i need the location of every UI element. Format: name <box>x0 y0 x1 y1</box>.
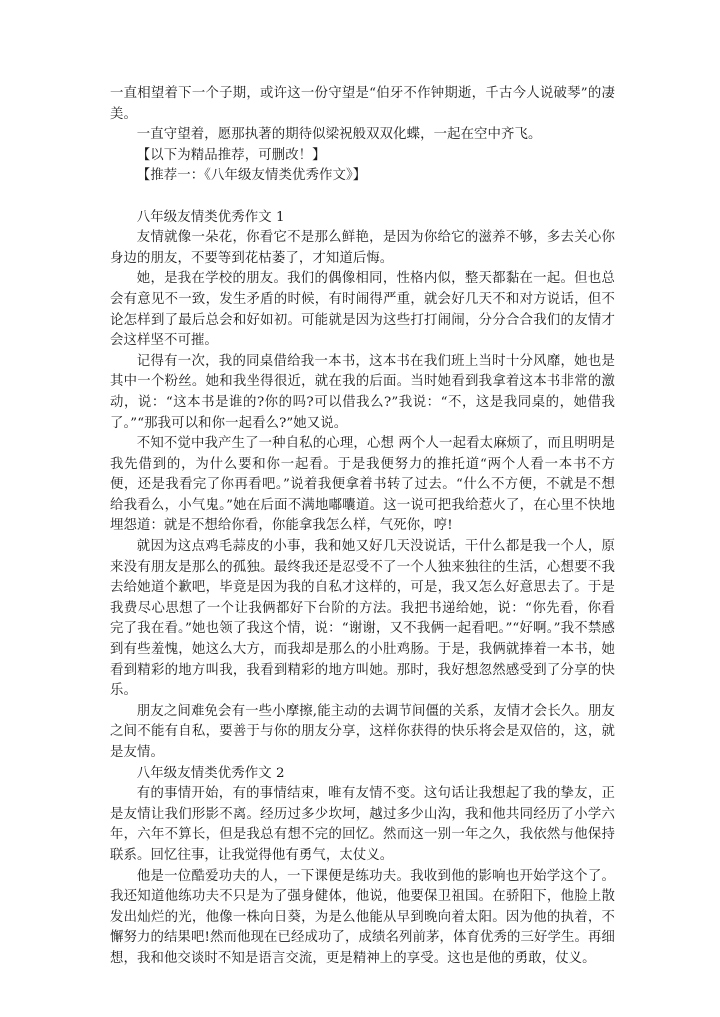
essay-1-paragraph-6: 朋友之间难免会有一些小摩擦,能主动的去调节间僵的关系，友情才会长久。朋友之间不能有自私，要善于与你的朋友分享，这样你获得的快乐将会是双倍的，这，就是友情。 <box>110 703 615 760</box>
editor-note: 【以下为精品推荐，可删改！】 <box>136 147 326 163</box>
blank-line <box>110 187 615 208</box>
essay-1-paragraph-1: 友情就像一朵花，你看它不是那么鲜艳，是因为你给它的滋养不够，多去关心你身边的朋友，不要等到花枯萎了，才知道后悔。 <box>110 230 615 266</box>
document-page <box>110 84 615 970</box>
essay-1-paragraph-4: 不知不觉中我产生了一种自私的心理，心想 两个人一起看太麻烦了，而且明明是我先借到的，为什么要和你一起看。于是我便努力的推托道“两个人看一本书不方便，还是我看完了你再看吧。”说着我便拿着书转了过去。“什么不方便，不就是不想给我看么，小气鬼。”她在后面不满地嘟囔道。这一说可把我给惹火了，在心里不快地埋怨道：就是不想给你看，你能拿我怎么样，气死你，哼! <box>110 436 615 534</box>
essay-1-paragraph-3: 记得有一次，我的同桌借给我一本书，这本书在我们班上当时十分风靡，她也是其中一个粉丝。她和我坐得很近，就在我的后面。当时她看到我拿着这本书非常的激动，说：“这本书是谁的?你的吗?可以借我么?”我说：“不，这是我同桌的，她借我了。”“那我可以和你一起看么?”她又说。 <box>110 353 615 431</box>
intro-paragraph-2: 一直守望着，愿那执著的期待似梁祝般双双化蝶，一起在空中齐飞。 <box>136 127 542 143</box>
essay-2-paragraph-2: 他是一位酷爱功夫的人，一下课便是练功夫。我收到他的影响也开始学这个了。我还知道他练功夫不只是为了强身健体，他说，他要保卫祖国。在骄阳下，他脸上散发出灿烂的光，他像一株向日葵，为是么他能从早到晚向着太阳。因为他的执着，不懈努力的结果吧!然而他现在已经成功了，成绩名列前茅，体育优秀的三好学生。再细想，我和他交谈时不知是语言交流，更是精神上的享受。这也是他的勇敢，仗义。 <box>110 868 615 966</box>
essay-2-title: 八年级友情类优秀作文 2 <box>136 765 285 781</box>
essay-1-paragraph-5: 就因为这点鸡毛蒜皮的小事，我和她又好几天没说话，干什么都是我一个人，原来没有朋友是那么的孤独。最终我还是忍受不了一个人独来独往的生活，心想要不我去给她道个歉吧，毕竟是因为我的自私才这样的，可是，我又怎么好意思去了。于是我费尽心思想了一个让我俩都好下台阶的方法。我把书递给她，说：“你先看，你看完了我在看。”她也领了我这个情，说：“谢谢，又不我俩一起看吧。”“好啊。”我不禁感到有些羞愧，她这么大方，而我却是那么的小肚鸡肠。于是，我俩就捧着一本书，她看到精彩的地方叫我，我看到精彩的地方叫她。那时，我好想忽然感受到了分享的快乐。 <box>110 539 615 699</box>
intro-paragraph-1: 一直相望着下一个子期，或许这一份守望是“伯牙不作钟期逝，千古今人说破琴”的凄美。 <box>110 86 615 122</box>
essay-1-paragraph-2: 她，是我在学校的朋友。我们的偶像相同，性格内似，整天都黏在一起。但也总会有意见不一致，发生矛盾的时候，有时闹得严重，就会好几天不和对方说话，但不论怎样到了最后总会和好如初。可能就是因为这些打打闹闹，分分合合我们的友情才会这样坚不可摧。 <box>110 271 615 349</box>
essay-2-paragraph-1: 有的事情开始，有的事情结束，唯有友情不变。这句话让我想起了我的挚友，正是友情让我们形影不离。经历过多少坎坷，越过多少山沟，我和他共同经历了小学六年，六年不算长，但是我总有想不完的回忆。然而这一别一年之久，我依然与他保持联系。回忆往事，让我觉得他有勇气，太仗义。 <box>110 786 615 863</box>
essay-1-title: 八年级友情类优秀作文 1 <box>136 209 285 225</box>
recommendation-heading: 【推荐一：《八年级友情类优秀作文》】 <box>136 168 367 184</box>
